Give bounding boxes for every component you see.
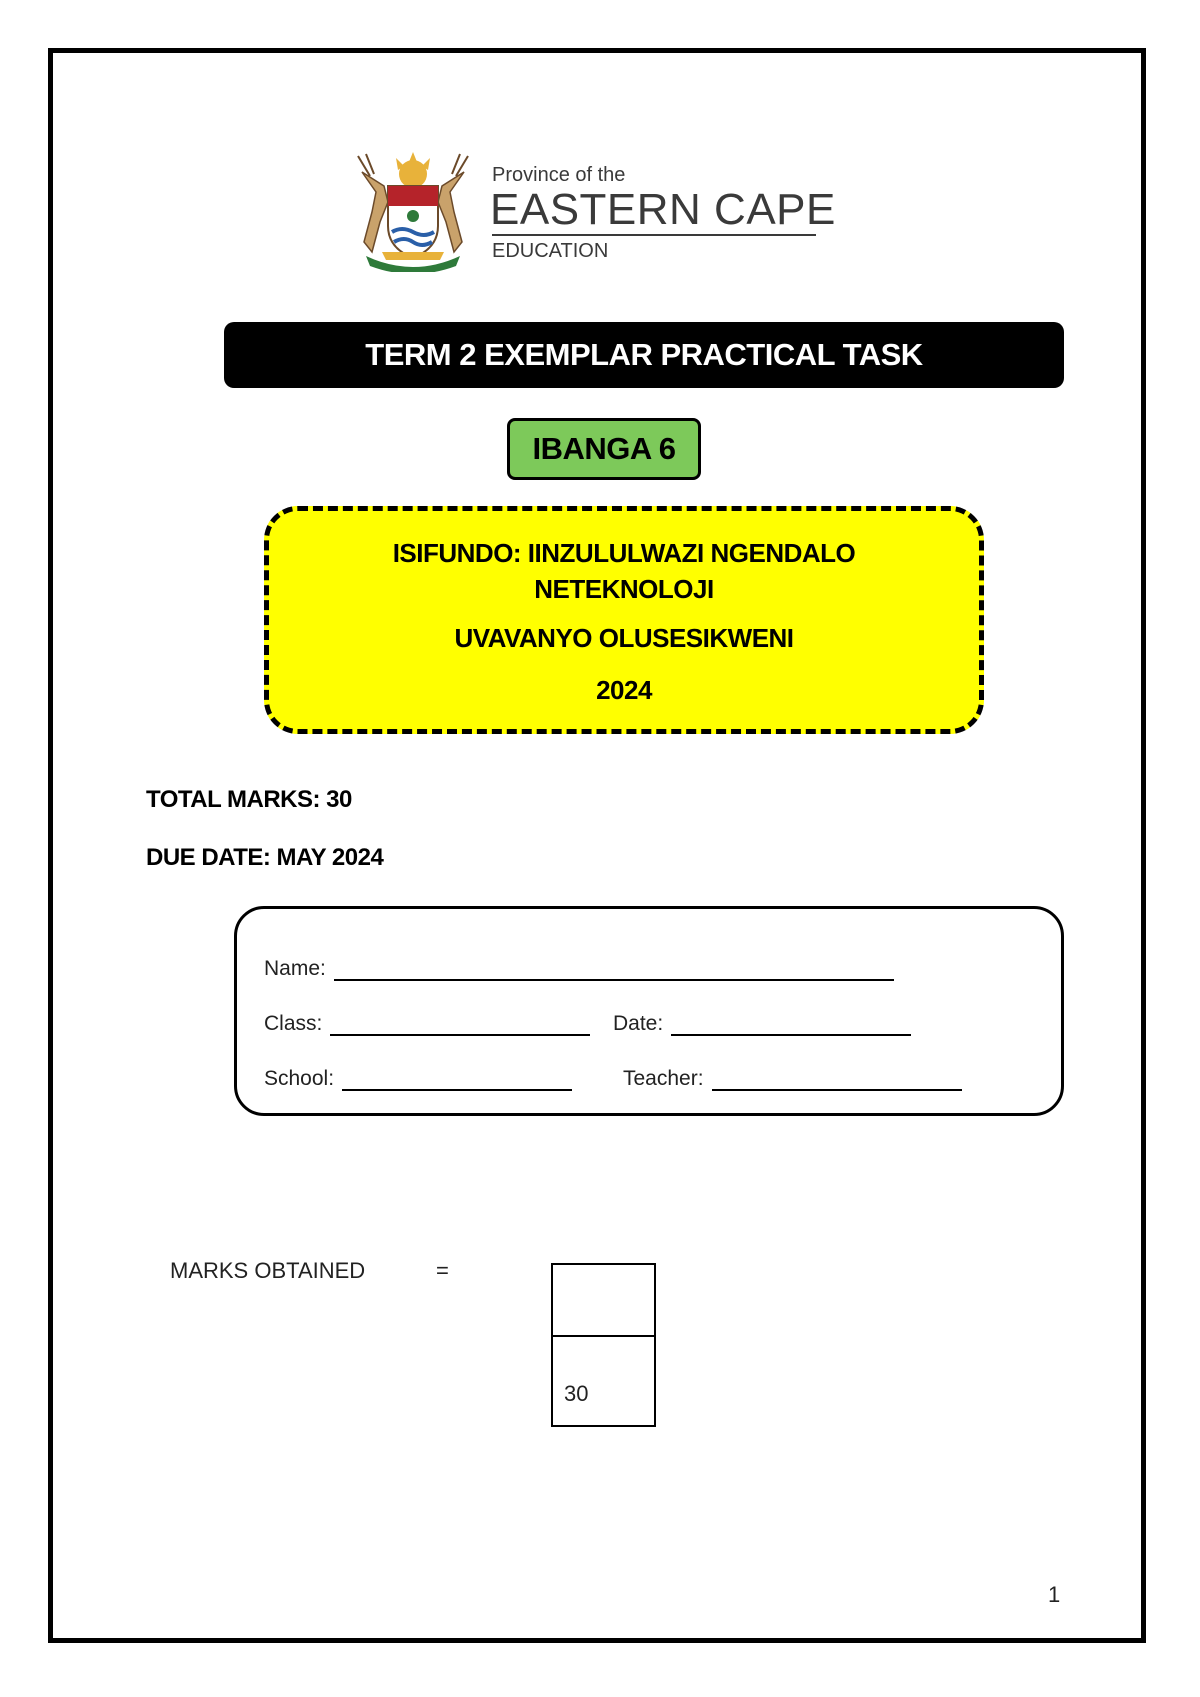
eastern-cape-education-logo [332, 152, 852, 272]
school-field[interactable] [264, 1067, 572, 1091]
marks-total: 30 [564, 1381, 589, 1406]
marks-box [551, 1263, 656, 1427]
teacher-field[interactable] [623, 1067, 962, 1091]
subject-box [264, 506, 984, 734]
class-line[interactable] [330, 1016, 590, 1036]
date-field[interactable] [613, 1012, 911, 1036]
class-field[interactable] [264, 1012, 590, 1036]
date-line[interactable] [671, 1016, 911, 1036]
total-marks: TOTAL MARKS: 30 [146, 786, 352, 813]
name-line[interactable] [334, 961, 894, 981]
class-label: Class: [264, 1012, 323, 1035]
logo-education-text: EDUCATION [492, 240, 609, 262]
date-label: Date: [613, 1012, 664, 1035]
school-line[interactable] [342, 1071, 572, 1091]
marks-obtained-label: MARKS OBTAINED [170, 1258, 366, 1283]
logo-eastern-cape-text: EASTERN CAPE [490, 185, 836, 234]
subject-year: 2024 [596, 675, 652, 705]
student-details-box [234, 906, 1064, 1116]
logo-province-text: Province of the [492, 164, 626, 186]
teacher-label: Teacher: [623, 1067, 704, 1090]
page-number: 1 [1048, 1582, 1061, 1607]
name-label: Name: [264, 957, 326, 980]
marks-equals-sign: = [436, 1258, 449, 1283]
coat-of-arms-icon [332, 152, 494, 272]
subject-title: ISIFUNDO: IINZULULWAZI NGENDALO NETEKNOLOJI [392, 538, 856, 604]
school-label: School: [264, 1067, 335, 1090]
teacher-line[interactable] [712, 1071, 962, 1091]
grade-badge: IBANGA 6 [507, 418, 701, 480]
name-field[interactable] [264, 957, 894, 981]
marks-fraction-divider [553, 1335, 654, 1337]
assessment-type: UVAVANYO OLUSESIKWENI [454, 623, 794, 653]
due-date: DUE DATE: MAY 2024 [146, 844, 384, 871]
logo-divider [492, 234, 816, 236]
term-banner: TERM 2 EXEMPLAR PRACTICAL TASK [224, 322, 1064, 388]
